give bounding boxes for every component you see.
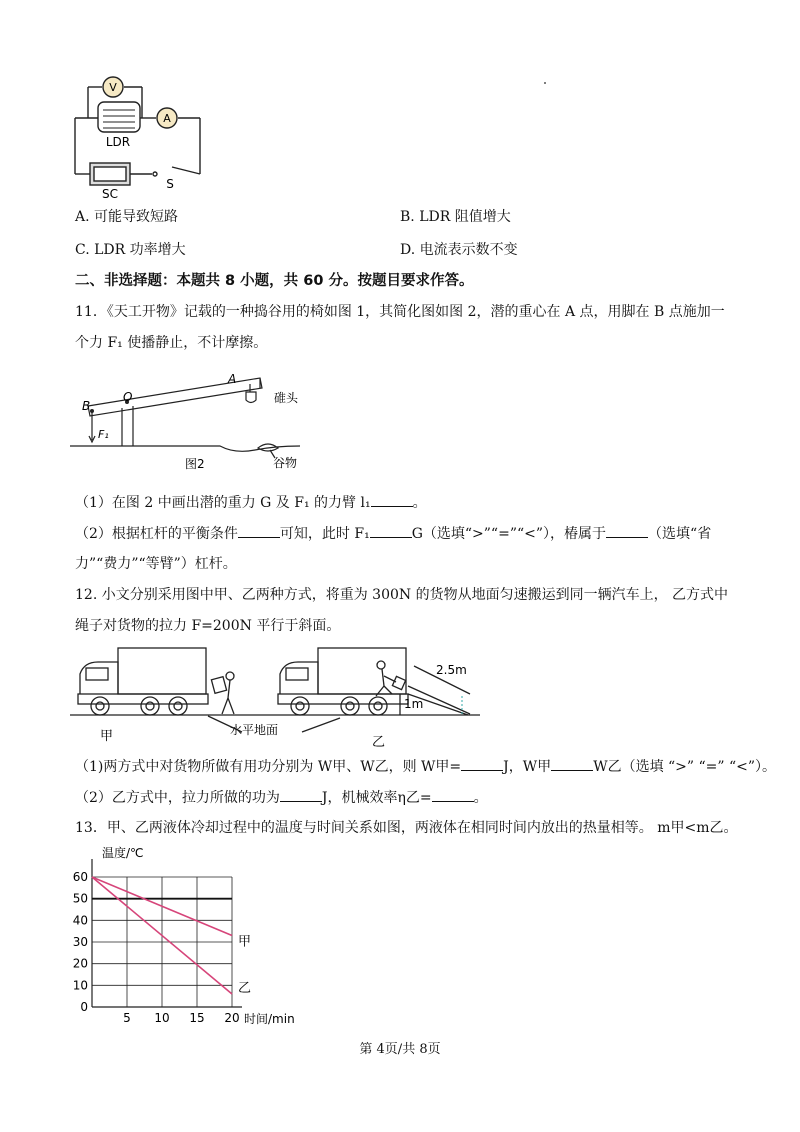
q11-line2: 个力 F₁ 使播静止，不计摩擦。 — [75, 335, 268, 351]
label-jia: 甲 — [100, 729, 114, 744]
stray-dot — [544, 82, 546, 84]
force-label: F₁ — [98, 428, 109, 441]
voltmeter-label: V — [109, 81, 117, 94]
q12-sub1 — [75, 756, 776, 777]
y-axis-label: 温度/℃ — [102, 846, 144, 860]
ground-label: 水平地面 — [230, 723, 279, 737]
answer-blank[interactable] — [370, 523, 412, 538]
truck-figure — [70, 640, 490, 750]
q12-sub1-text2: J，W甲 — [503, 759, 552, 775]
ammeter-label: A — [163, 112, 171, 125]
series-label-jia: 甲 — [238, 934, 252, 950]
answer-blank[interactable] — [371, 492, 413, 507]
sc-label: SC — [102, 187, 118, 200]
q11-line1: 11．《天工开物》记载的一种捣谷用的椅如图 1，其简化图如图 2，潜的重心在 A 点，用脚在 B 点施加一 — [75, 304, 725, 320]
q12-sub2-text2: J，机械效率η乙= — [321, 790, 432, 806]
height-label: 1m — [404, 697, 424, 711]
page-footer: 第 4页/共 8页 — [359, 1042, 441, 1057]
slope-length-label: 2.5m — [436, 663, 467, 677]
x-axis-label: 时间/min — [244, 1012, 295, 1025]
q12-sub2-text: （2）乙方式中，拉力所做的功为 — [75, 790, 280, 806]
q13-line1: 13．甲、乙两液体冷却过程中的温度与时间关系如图，两液体在相同时间内放出的热量相等。 m甲<m乙。 — [75, 820, 738, 836]
ldr-label: LDR — [105, 135, 131, 149]
q12-line1: 12. 小文分别采用图中甲、乙两种方式，将重为 300N 的货物从地面匀速搬运到同一辆汽车上， 乙方式中 — [75, 587, 729, 603]
answer-blank[interactable] — [280, 787, 322, 802]
section2-heading: 二、非选择题：本题共 8 小题，共 60 分。按题目要求作答。 — [75, 273, 474, 289]
temperature-chart — [60, 840, 320, 1025]
x-tick-label: 5 — [123, 1011, 131, 1025]
circuit-diagram — [60, 70, 220, 200]
q11-sub2-text4: （选填“省 — [648, 526, 712, 542]
q10-option-d: D. 电流表示数不变 — [400, 242, 518, 258]
y-tick-label: 40 — [72, 913, 88, 928]
q11-sub2-text2: 可知，此时 F₁ — [279, 526, 370, 542]
lever-point-b: B — [82, 399, 91, 413]
y-tick-label: 60 — [72, 870, 88, 884]
q11-sub1 — [75, 492, 427, 513]
label-yi: 乙 — [372, 735, 386, 750]
x-tick-label: 10 — [154, 1011, 170, 1025]
y-tick-label: 30 — [72, 935, 88, 949]
q11-sub2-text: （2）根据杠杆的平衡条件 — [75, 526, 238, 542]
q11-sub2 — [75, 523, 711, 544]
answer-blank[interactable] — [606, 523, 648, 538]
q11-sub1-end: 。 — [412, 495, 427, 511]
q12-line2: 绳子对货物的拉力 F=200N 平行于斜面。 — [75, 618, 341, 634]
series-label-yi: 乙 — [238, 981, 252, 996]
y-tick-label: 0 — [80, 1000, 88, 1014]
x-tick-label: 15 — [189, 1011, 205, 1025]
answer-blank[interactable] — [461, 756, 503, 771]
y-tick-label: 10 — [72, 978, 88, 993]
grain-label: 谷物 — [273, 456, 298, 470]
q12-sub1-text: （1)两方式中对货物所做有用功分别为 W甲、W乙，则 W甲= — [75, 759, 462, 775]
x-tick-label: 20 — [224, 1011, 240, 1025]
q12-sub1-text3: W乙（选填 “>” “=” “<”）。 — [593, 759, 777, 775]
figure-caption: 图2 — [185, 457, 205, 471]
pestle-label: 碓头 — [274, 391, 299, 405]
q10-option-a: A. 可能导致短路 — [75, 209, 179, 225]
q11-sub1-text: （1）在图 2 中画出潜的重力 G 及 F₁ 的力臂 l₁ — [75, 495, 371, 511]
q10-option-c: C. LDR 功率增大 — [75, 242, 186, 258]
y-tick-label: 50 — [72, 891, 88, 906]
answer-blank[interactable] — [432, 787, 474, 802]
switch-label: S — [166, 177, 174, 191]
y-tick-label: 20 — [72, 956, 88, 971]
lever-point-o: O — [123, 390, 133, 404]
q10-option-b: B. LDR 阻值增大 — [400, 209, 511, 225]
q12-sub2 — [75, 787, 488, 808]
q11-sub2-line2: 力”“费力”“等臂”）杠杆。 — [75, 556, 237, 572]
answer-blank[interactable] — [238, 523, 280, 538]
lever-figure — [70, 362, 320, 477]
q12-sub2-text3: 。 — [473, 790, 488, 806]
lever-point-a: A — [228, 372, 237, 386]
answer-blank[interactable] — [551, 756, 593, 771]
q11-sub2-text3: G（选填“>”“=”“<”），椿属于 — [411, 526, 607, 542]
